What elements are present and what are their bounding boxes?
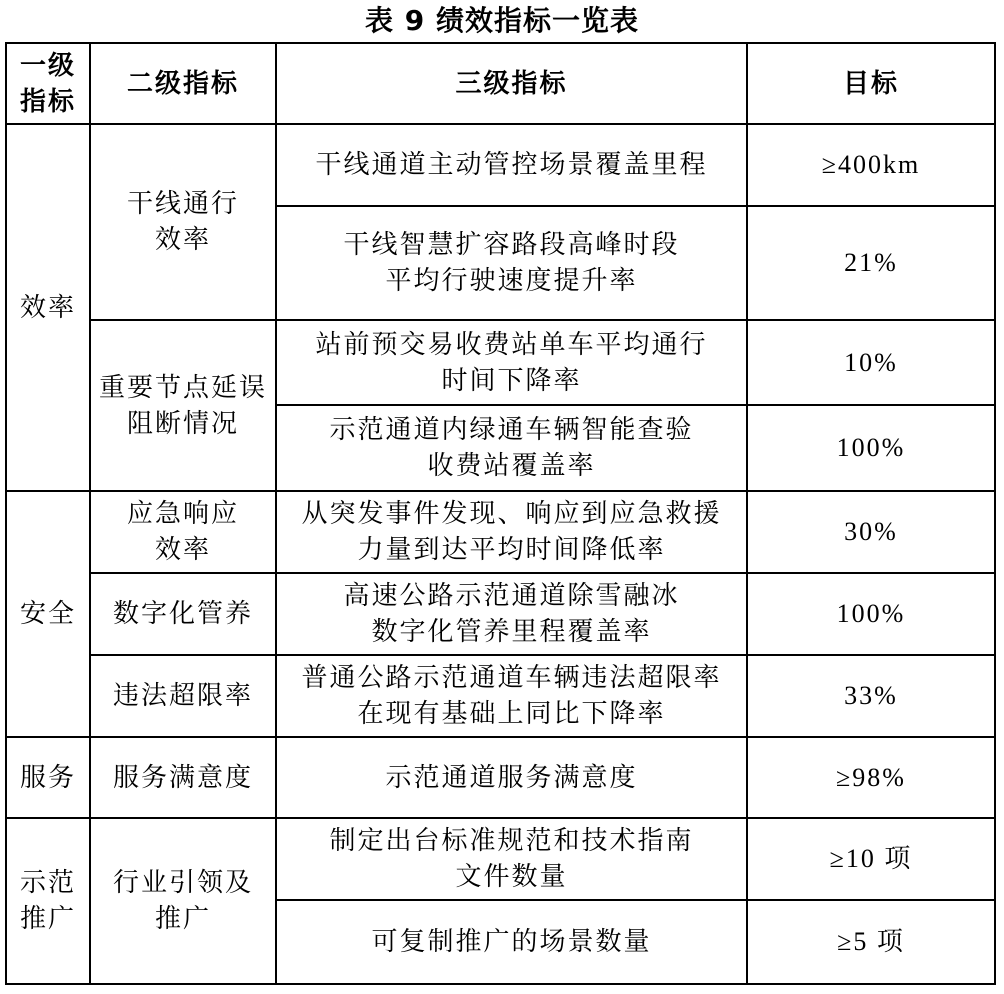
level1-service: 服务 <box>6 737 90 818</box>
header-level3: 三级指标 <box>276 43 747 124</box>
level1-safety: 安全 <box>6 491 90 737</box>
level3-metric: 站前预交易收费站单车平均通行 时间下降率 <box>276 320 747 405</box>
level2-node-delay: 重要节点延误 阻断情况 <box>90 320 276 491</box>
target-value: ≥10 项 <box>747 818 995 900</box>
level3-metric: 普通公路示范通道车辆违法超限率 在现有基础上同比下降率 <box>276 655 747 737</box>
level2-digital-maintenance: 数字化管养 <box>90 573 276 655</box>
level3-metric: 示范通道内绿通车辆智能查验 收费站覆盖率 <box>276 405 747 491</box>
table-title: 表 9 绩效指标一览表 <box>365 4 639 37</box>
level3-metric: 干线智慧扩容路段高峰时段 平均行驶速度提升率 <box>276 206 747 320</box>
table-row <box>6 818 995 900</box>
target-value: 100% <box>747 573 995 655</box>
header-level2: 二级指标 <box>90 43 276 124</box>
table-row <box>6 491 995 573</box>
table-row <box>6 124 995 206</box>
level2-overload-violation: 违法超限率 <box>90 655 276 737</box>
level2-emergency-response: 应急响应 效率 <box>90 491 276 573</box>
header-level1: 一级 指标 <box>6 43 90 124</box>
performance-metrics-table <box>5 42 996 985</box>
level1-efficiency: 效率 <box>6 124 90 491</box>
table-row <box>6 737 995 818</box>
target-value: ≥98% <box>747 737 995 818</box>
level2-trunk-efficiency: 干线通行 效率 <box>90 124 276 320</box>
level3-metric: 高速公路示范通道除雪融冰 数字化管养里程覆盖率 <box>276 573 747 655</box>
header-row <box>6 43 995 124</box>
target-value: 100% <box>747 405 995 491</box>
target-value: ≥400km <box>747 124 995 206</box>
level3-metric: 可复制推广的场景数量 <box>276 900 747 984</box>
level1-demo-promotion: 示范 推广 <box>6 818 90 984</box>
target-value: 33% <box>747 655 995 737</box>
target-value: ≥5 项 <box>747 900 995 984</box>
level2-industry-leadership: 行业引领及 推广 <box>90 818 276 984</box>
level3-metric: 制定出台标准规范和技术指南 文件数量 <box>276 818 747 900</box>
target-value: 10% <box>747 320 995 405</box>
table-row <box>6 655 995 737</box>
level2-service-satisfaction: 服务满意度 <box>90 737 276 818</box>
level3-metric: 从突发事件发现、响应到应急救援 力量到达平均时间降低率 <box>276 491 747 573</box>
table-row <box>6 573 995 655</box>
level3-metric: 示范通道服务满意度 <box>276 737 747 818</box>
table-row <box>6 320 995 405</box>
header-target: 目标 <box>747 43 995 124</box>
level3-metric: 干线通道主动管控场景覆盖里程 <box>276 124 747 206</box>
target-value: 30% <box>747 491 995 573</box>
target-value: 21% <box>747 206 995 320</box>
